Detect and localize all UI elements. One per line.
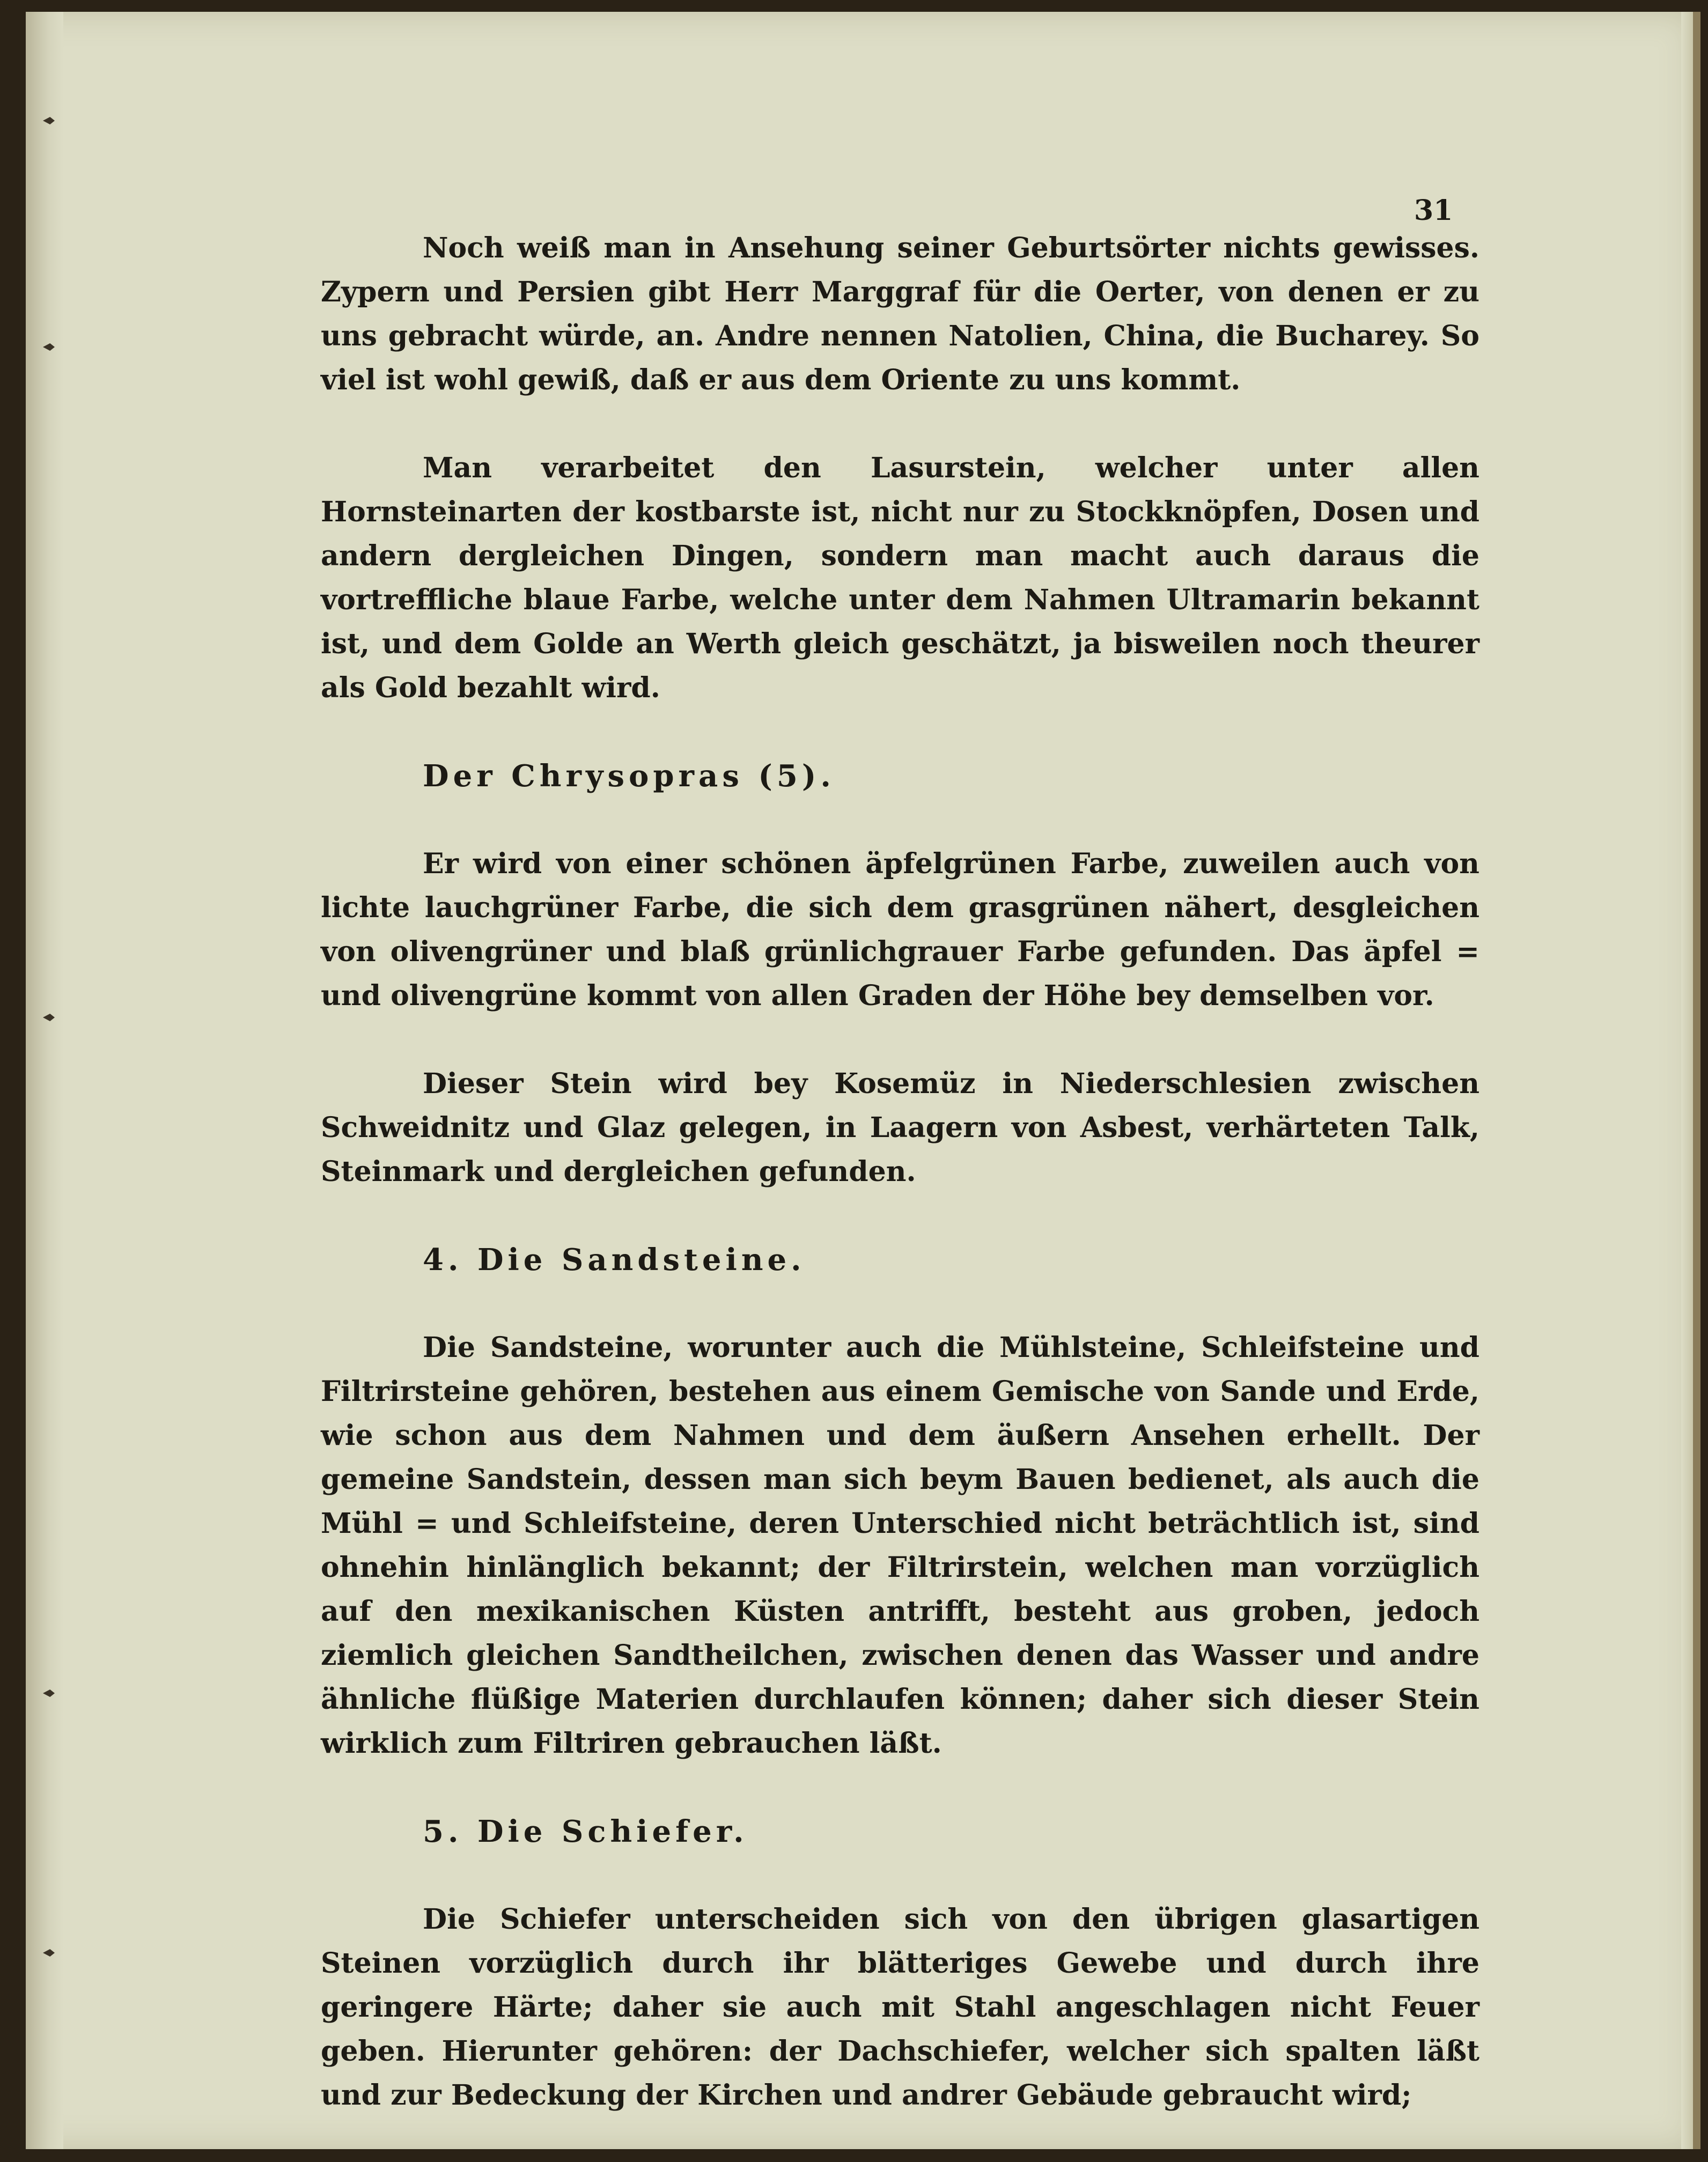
paragraph: Noch weiß man in Ansehung seiner Geburtsörter nichts gewisses. Zypern und Persien gibt Herr Marggraf für die Oerter, von denen er zu uns gebracht würde, an. Andre nennen Natolien, China, die Bucharey. So viel ist wohl gewiß, daß er aus dem Oriente zu uns kommt. bbox=[321, 232, 1479, 396]
paragraph: Die Schiefer unterscheiden sich von den übrigen glasartigen Steinen vorzüglich durch ihr blätteriges Gewebe und durch ihre geringere Härte; daher sie auch mit Stahl angeschlagen nicht Feuer geben. Hierunter gehören: der Dachschiefer, welcher sich spalten läßt und zur Bedeckung der Kirchen und andrer Gebäude gebraucht wird; bbox=[321, 1903, 1479, 2112]
section-heading: Der Chrysopras (5). bbox=[423, 758, 835, 794]
section-heading: 4. Die Sandsteine. bbox=[423, 1242, 806, 1278]
section-heading: 5. Die Schiefer. bbox=[423, 1814, 748, 1849]
book-page bbox=[26, 12, 1700, 2149]
paragraph: Man verarbeitet den Lasurstein, welcher unter allen Hornsteinarten der kostbarste ist, nicht nur zu Stockknöpfen, Dosen und andern dergleichen Dingen, sondern man macht auch daraus die vortreffliche blaue Farbe, welche unter dem Nahmen Ultramarin bekannt ist, und dem Golde an Werth gleich geschätzt, ja bisweilen noch theurer als Gold bezahlt wird. bbox=[321, 452, 1479, 704]
page-body bbox=[321, 226, 1479, 2117]
paragraph: Er wird von einer schönen äpfelgrünen Farbe, zuweilen auch von lichte lauchgrüner Farbe, die sich dem grasgrünen nähert, desgleichen von olivengrüner und blaß grünlichgrauer Farbe gefunden. Das äpfel = und olivengrüne kommt von allen Graden der Höhe bey demselben vor. bbox=[321, 847, 1479, 1012]
paragraph: Die Sandsteine, worunter auch die Mühlsteine, Schleifsteine und Filtrirsteine gehören, bestehen aus einem Gemische von Sande und Erde, wie schon aus dem Nahmen und dem äußern Ansehen erhellt. Der gemeine Sandstein, dessen man sich beym Bauen bedienet, als auch die Mühl = und Schleifsteine, deren Unterschied nicht beträchtlich ist, sind ohnehin hinlänglich bekannt; der Filtrirstein, welchen man vorzüglich auf den mexikanischen Küsten antrifft, besteht aus groben, jedoch ziemlich gleichen Sandtheilchen, zwischen denen das Wasser und andre ähnliche flüßige Materien durchlaufen können; daher sich dieser Stein wirklich zum Filtriren gebrauchen läßt. bbox=[321, 1331, 1479, 1760]
paragraph: Dieser Stein wird bey Kosemüz in Niederschlesien zwischen Schweidnitz und Glaz gelegen, in Laagern von Asbest, verhärteten Talk, Steinmark und dergleichen gefunden. bbox=[321, 1067, 1479, 1188]
page-number: 31 bbox=[1414, 194, 1453, 227]
page-gutter bbox=[26, 12, 63, 2149]
page-edge bbox=[1681, 12, 1693, 2149]
